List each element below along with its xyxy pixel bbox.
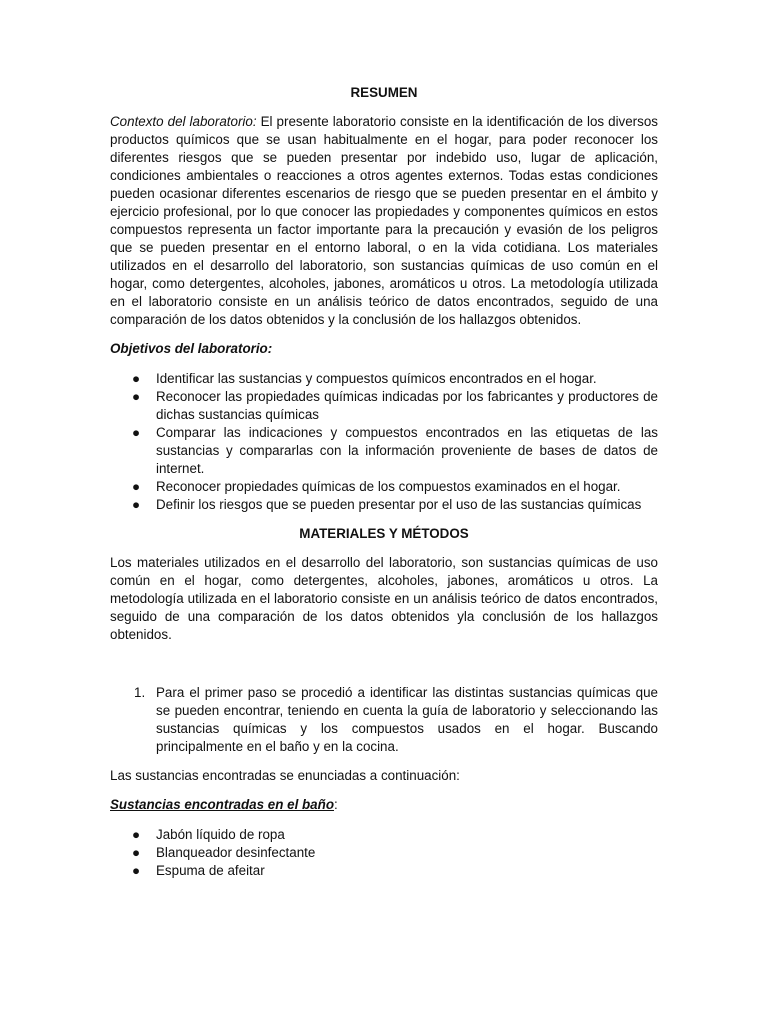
document-page bbox=[110, 84, 658, 880]
bano-colon: : bbox=[334, 797, 338, 812]
bullet-icon: ● bbox=[131, 827, 141, 842]
bano-item-text: Espuma de afeitar bbox=[156, 863, 265, 878]
step-number: 1. bbox=[134, 685, 146, 700]
objetivo-text: Reconocer propiedades químicas de los compuestos examinados en el hogar. bbox=[156, 479, 621, 494]
bano-heading bbox=[110, 796, 658, 814]
bano-list bbox=[110, 826, 658, 880]
bullet-icon: ● bbox=[131, 497, 141, 512]
bullet-icon: ● bbox=[131, 845, 141, 860]
list-item bbox=[110, 844, 658, 862]
materiales-paragraph: Los materiales utilizados en el desarrollo del laboratorio, son sustancias químicas de uso común en el hogar, como detergentes, alcoholes, jabones, aromáticos u otros. La metodología utilizada en el laboratorio consiste en un análisis teórico de datos encontrados, seguido de una comparación de los datos obtenidos yla conclusión de los hallazgos obtenidos. bbox=[110, 555, 658, 642]
objetivo-text: Definir los riesgos que se pueden presentar por el uso de las sustancias químicas bbox=[156, 497, 642, 512]
objetivo-text: Identificar las sustancias y compuestos químicos encontrados en el hogar. bbox=[156, 371, 597, 386]
context-text: El presente laboratorio consiste en la identificación de los diversos productos químicos que se usan habitualmente en el hogar, para poder reconocer los diferentes riesgos que se pueden presentar por indebido uso, lugar de aplicación, condiciones ambientales o reacciones a otros agentes externos. Todas estas condiciones pueden ocasionar diferentes escenarios de riesgo que se pueden presentar en el ámbito y ejercicio profesional, por lo que conocer las propiedades y componentes químicos en estos compuestos representa un factor importante para la precaución y evasión de los peligros que se pueden presentar en el entorno laboral, o en la vida cotidiana. Los materiales utilizados en el desarrollo del laboratorio, son sustancias químicas de uso común en el hogar, como detergentes, alcoholes, jabones, aromáticos u otros. La metodología utilizada en el laboratorio consiste en un análisis teórico de datos encontrados, seguido de una comparación de los datos obtenidos y la conclusión de los hallazgos obtenidos. bbox=[110, 114, 658, 327]
list-item bbox=[110, 862, 658, 880]
bullet-icon: ● bbox=[131, 389, 141, 404]
objetivo-text: Comparar las indicaciones y compuestos encontrados en las etiquetas de las sustancias y compararlas con la información proveniente de bases de datos de internet. bbox=[156, 425, 658, 476]
bano-item-text: Blanqueador desinfectante bbox=[156, 845, 316, 860]
bullet-icon: ● bbox=[131, 371, 141, 386]
list-item bbox=[110, 684, 658, 756]
steps-list bbox=[110, 684, 658, 756]
objetivos-list bbox=[110, 370, 658, 514]
bano-label: Sustancias encontradas en el baño bbox=[110, 797, 334, 812]
materiales-heading: MATERIALES Y MÉTODOS bbox=[299, 526, 469, 541]
objetivo-text: Reconocer las propiedades químicas indicadas por los fabricantes y productores de dichas sustancias químicas bbox=[156, 389, 658, 422]
list-item bbox=[110, 370, 658, 388]
list-item bbox=[110, 496, 658, 514]
context-label: Contexto del laboratorio: bbox=[110, 114, 257, 129]
list-item bbox=[110, 826, 658, 844]
bano-item-text: Jabón líquido de ropa bbox=[156, 827, 285, 842]
list-item bbox=[110, 388, 658, 424]
list-item bbox=[110, 424, 658, 478]
context-paragraph bbox=[110, 113, 658, 329]
bullet-icon: ● bbox=[131, 863, 141, 878]
objetivos-heading: Objetivos del laboratorio: bbox=[110, 341, 273, 356]
resumen-heading: RESUMEN bbox=[350, 85, 418, 100]
sustancias-intro: Las sustancias encontradas se enunciadas a continuación: bbox=[110, 768, 460, 783]
bullet-icon: ● bbox=[131, 425, 141, 440]
step-text: Para el primer paso se procedió a identificar las distintas sustancias químicas que se pueden encontrar, teniendo en cuenta la guía de laboratorio y seleccionando las sustancias químicas y los compuestos usados en el hogar. Buscando principalmente en el baño y en la cocina. bbox=[156, 685, 658, 754]
bullet-icon: ● bbox=[131, 479, 141, 494]
list-item bbox=[110, 478, 658, 496]
